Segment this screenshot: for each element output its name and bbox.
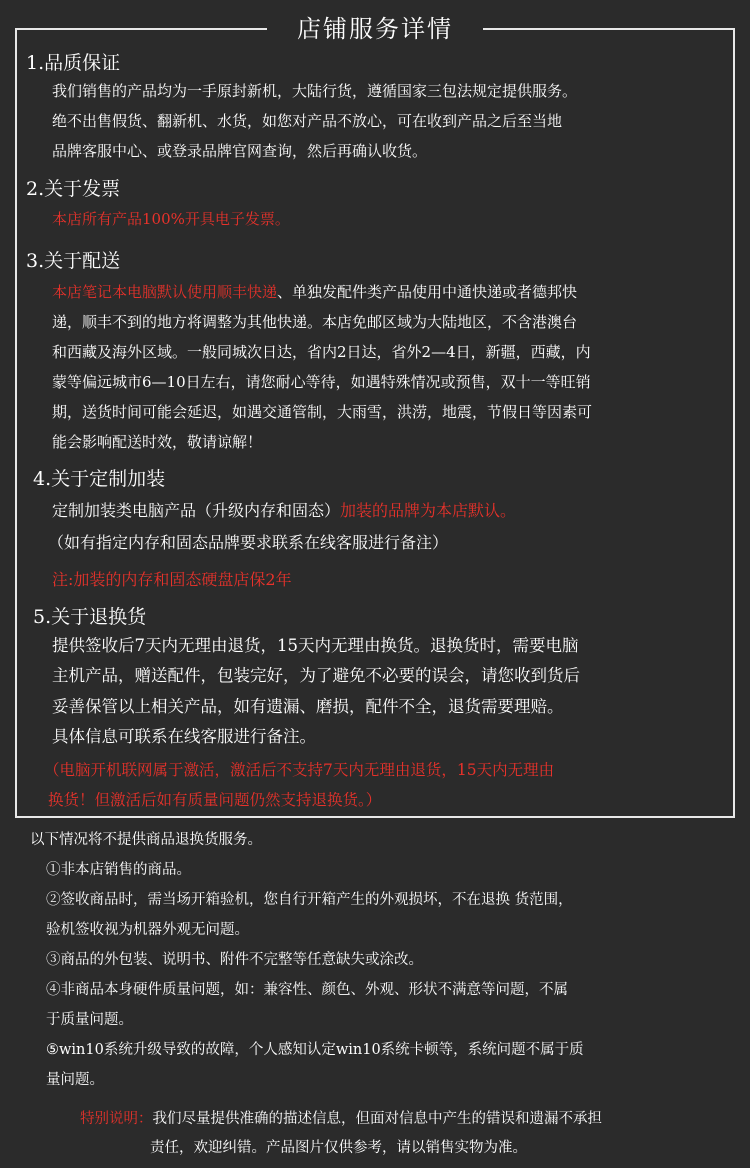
section-text: 我们销售的产品均为一手原封新机，大陆行货，遵循国家三包法规定提供服务。: [52, 82, 578, 100]
section-heading: 3.关于配送: [26, 250, 121, 272]
page-title: 店铺服务详情: [267, 12, 483, 46]
no-return-intro: 以下情况将不提供商品退换货服务。: [30, 832, 262, 848]
custom-highlight: 加装的品牌为本店默认。: [340, 501, 517, 520]
delivery-highlight: 本店笔记本电脑默认使用顺丰快递: [52, 283, 278, 301]
section-text: 主机产品，赠送配件，包装完好，为了避免不必要的误会，请您收到货后: [52, 666, 580, 685]
section-text: （如有指定内存和固态品牌要求联系在线客服进行备注）: [48, 533, 449, 552]
title-bar: [0, 12, 750, 46]
special-note-text: 我们尽量提供准确的描述信息，但面对信息中产生的错误和遗漏不承担: [152, 1111, 602, 1127]
special-note-line: [80, 1104, 602, 1134]
custom-text: 定制加装类电脑产品（升级内存和固态）: [52, 501, 341, 520]
list-item: 验机签收视为机器外观无问题。: [46, 922, 249, 938]
section-heading: 4.关于定制加装: [33, 468, 166, 490]
section-text: 具体信息可联系在线客服进行备注。: [52, 727, 316, 746]
activation-warning: （电脑开机联网属于激活，激活后不支持7天内无理由退货，15天内无理由: [44, 761, 555, 779]
section-text: 和西藏及海外区域。一般同城次日达，省内2日达，省外2—4日，新疆，西藏，内: [52, 343, 591, 361]
section-text: [52, 496, 516, 526]
activation-warning: 换货！但激活后如有质量问题仍然支持退换货。）: [48, 791, 382, 809]
section-text: 妥善保管以上相关产品，如有遗漏、磨损，配件不全，退货需要理赔。: [52, 697, 564, 716]
section-text: [52, 277, 577, 307]
special-note-label: 特别说明：: [80, 1111, 153, 1127]
list-item: ③商品的外包装、说明书、附件不完整等任意缺失或涂改。: [46, 952, 423, 968]
section-heading: 1.品质保证: [26, 52, 121, 74]
section-text: 提供签收后7天内无理由退货，15天内无理由换货。退换货时，需要电脑: [52, 636, 579, 655]
list-item: 于质量问题。: [46, 1012, 133, 1028]
section-text: 递，顺丰不到的地方将调整为其他快递。本店免邮区域为大陆地区，不含港澳台: [52, 313, 578, 331]
list-item: ④非商品本身硬件质量问题，如：兼容性、颜色、外观、形状不满意等问题，不属: [46, 982, 568, 998]
custom-warranty-note: 注:加装的内存和固态硬盘店保2年: [52, 570, 292, 589]
section-text: 能会影响配送时效，敬请谅解！: [52, 433, 263, 451]
section-text: 品牌客服中心、或登录品牌官网查询，然后再确认收货。: [52, 142, 428, 160]
list-item: ⑤win10系统升级导致的故障，个人感知认定win10系统卡顿等，系统问题不属于质: [46, 1042, 584, 1058]
special-note-line: 责任，欢迎纠错。产品图片仅供参考，请以销售实物为准。: [150, 1140, 527, 1156]
section-heading: 5.关于退换货: [33, 606, 147, 628]
section-text: 蒙等偏远城市6—10日左右，请您耐心等待，如遇特殊情况或预售，双十一等旺销: [52, 373, 591, 391]
section-heading: 2.关于发票: [26, 178, 121, 200]
list-item: ②签收商品时，需当场开箱验机，您自行开箱产生的外观损坏，不在退换 货范围，: [46, 892, 573, 908]
section-text: 绝不出售假货、翻新机、水货，如您对产品不放心，可在收到产品之后至当地: [52, 112, 563, 130]
list-item: 量问题。: [46, 1072, 104, 1088]
invoice-note: 本店所有产品100%开具电子发票。: [52, 210, 290, 228]
list-item: ①非本店销售的商品。: [46, 862, 191, 878]
section-text: 期，送货时间可能会延迟，如遇交通管制，大雨雪，洪涝，地震，节假日等因素可: [52, 403, 593, 421]
delivery-text: 、单独发配件类产品使用中通快递或者德邦快: [277, 283, 578, 301]
